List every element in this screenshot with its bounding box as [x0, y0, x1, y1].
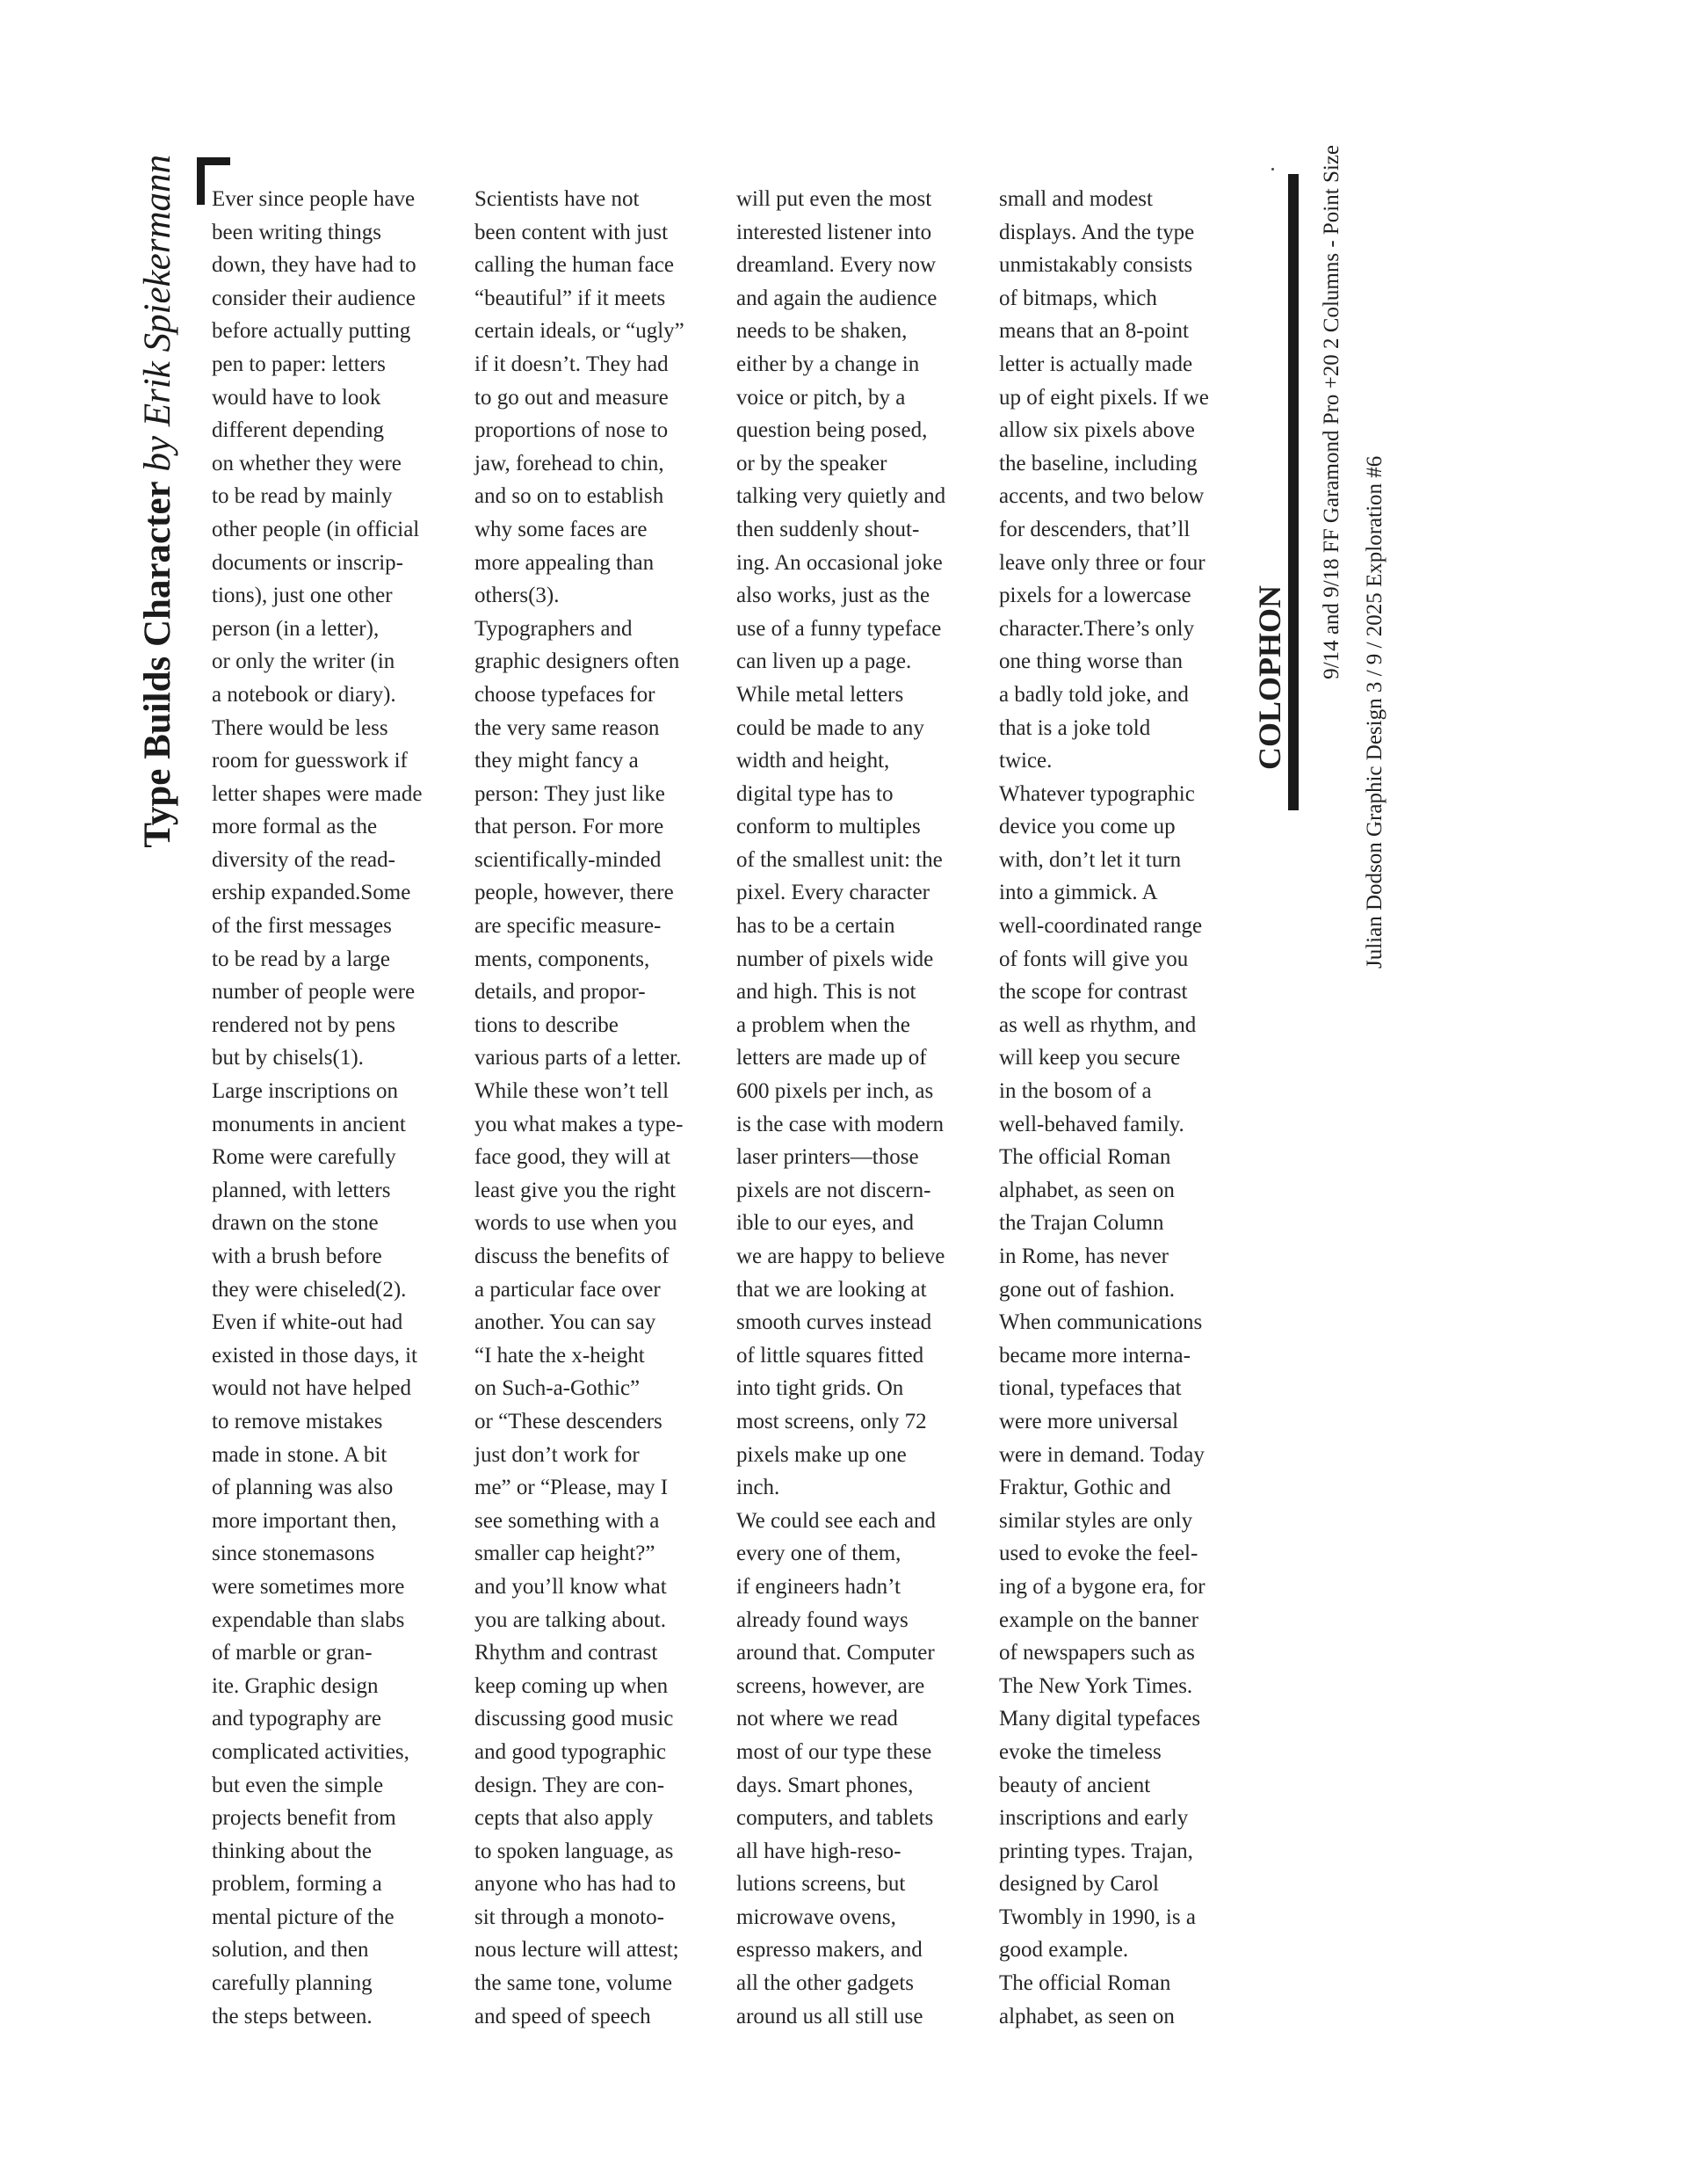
text-line: that we are looking at — [736, 1277, 927, 1302]
colophon-rule — [1288, 174, 1299, 810]
text-line: different depending — [212, 418, 384, 443]
text-line: tions to describe — [474, 1012, 619, 1037]
text-line: down, they have had to — [212, 253, 416, 278]
text-line: Ever since people have — [212, 187, 416, 211]
text-line: least give you the right — [474, 1178, 677, 1202]
text-column-2 — [474, 183, 716, 2033]
colophon-heading-block — [1252, 158, 1287, 826]
text-line: talking very quietly and — [736, 484, 946, 509]
text-line: planned, with letters — [212, 1178, 391, 1202]
text-line: character.There’s only — [999, 616, 1195, 641]
text-line: on Such-a-Gothic” — [474, 1376, 641, 1401]
text-line: used to evoke the feel- — [999, 1542, 1198, 1566]
text-line: a problem when the — [736, 1012, 910, 1037]
text-line: conform to multiples — [736, 815, 921, 839]
text-line: became more interna- — [999, 1343, 1191, 1368]
text-line: for descenders, that’ll — [999, 517, 1191, 541]
text-line: Fraktur, Gothic and — [999, 1476, 1171, 1500]
text-line: and high. This is not — [736, 980, 916, 1005]
text-line: discussing good music — [474, 1707, 674, 1731]
text-line: could be made to any — [736, 715, 924, 740]
text-line: well-behaved family. — [999, 1112, 1184, 1136]
text-line: letter is actually made — [999, 352, 1193, 376]
text-line: nous lecture will attest; — [474, 1938, 679, 1963]
text-line: to go out and measure — [474, 385, 669, 410]
text-line: carefully planning — [212, 1971, 373, 1996]
text-line: gone out of fashion. — [999, 1277, 1175, 1302]
text-line: number of pixels wide — [736, 947, 934, 971]
text-line: up of eight pixels. If we — [999, 385, 1209, 410]
text-line: screens, however, are — [736, 1673, 925, 1698]
text-line: and so on to establish — [474, 484, 664, 509]
text-line: example on the banner — [999, 1607, 1198, 1632]
text-line: existed in those days, it — [212, 1343, 417, 1368]
text-line: tional, typefaces that — [999, 1376, 1182, 1401]
text-line: The official Roman — [999, 1145, 1171, 1170]
text-line: computers, and tablets — [736, 1806, 934, 1831]
text-line: mental picture of the — [212, 1905, 395, 1929]
text-line: already found ways — [736, 1607, 909, 1632]
text-line: letters are made up of — [736, 1046, 927, 1070]
text-line: pen to paper: letters — [212, 352, 386, 376]
text-line: just don’t work for — [474, 1442, 640, 1467]
text-line: been content with just — [474, 220, 669, 244]
text-line: the scope for contrast — [999, 980, 1188, 1005]
text-line: lutions screens, but — [736, 1872, 906, 1897]
text-line: certain ideals, or “ugly” — [474, 319, 684, 344]
text-line: more appealing than — [474, 550, 655, 575]
text-line: with, don’t let it turn — [999, 847, 1182, 872]
text-line: in the bosom of a — [999, 1079, 1152, 1104]
text-line: people, however, there — [474, 881, 674, 905]
text-line: were sometimes more — [212, 1574, 405, 1599]
text-line: one thing worse than — [999, 649, 1183, 674]
text-line: in Rome, has never — [999, 1244, 1169, 1268]
text-line: rendered not by pens — [212, 1012, 395, 1037]
text-line: graphic designers often — [474, 649, 680, 674]
text-line: Whatever typographic — [999, 781, 1195, 806]
text-line: There would be less — [212, 715, 388, 740]
text-line: inch. — [736, 1476, 780, 1500]
text-line: most screens, only 72 — [736, 1409, 927, 1433]
article-title — [132, 155, 185, 902]
text-line: various parts of a letter. — [474, 1046, 682, 1070]
text-line: that is a joke told — [999, 715, 1151, 740]
text-line: details, and propor- — [474, 980, 646, 1005]
text-line: every one of them, — [736, 1542, 901, 1566]
text-line: keep coming up when — [474, 1673, 669, 1698]
text-line: a particular face over — [474, 1277, 661, 1302]
text-line: scientifically-minded — [474, 847, 662, 872]
text-line: The New York Times. — [999, 1673, 1193, 1698]
text-line: microwave ovens, — [736, 1905, 896, 1929]
text-line: unmistakably consists — [999, 253, 1193, 278]
text-line: will put even the most — [736, 187, 932, 211]
colophon-specs-block — [1314, 145, 1350, 826]
text-line: into a gimmick. A — [999, 881, 1158, 905]
text-line: documents or inscrip- — [212, 550, 404, 575]
text-line: digital type has to — [736, 781, 894, 806]
text-line: Rhythm and contrast — [474, 1641, 658, 1665]
text-line: question being posed, — [736, 418, 928, 443]
text-line: or by the speaker — [736, 451, 887, 475]
text-line: more formal as the — [212, 815, 378, 839]
text-line: either by a change in — [736, 352, 920, 376]
text-line: of the first messages — [212, 914, 392, 939]
text-line: before actually putting — [212, 319, 411, 344]
text-line: the Trajan Column — [999, 1211, 1164, 1236]
text-line: “beautiful” if it meets — [474, 286, 666, 310]
text-line: also works, just as the — [736, 584, 930, 608]
text-line: solution, and then — [212, 1938, 369, 1963]
text-line: Rome were carefully — [212, 1145, 396, 1170]
text-line: design. They are con- — [474, 1773, 665, 1797]
text-line: Many digital typefaces — [999, 1707, 1201, 1731]
text-line: to remove mistakes — [212, 1409, 383, 1433]
text-line: laser printers—those — [736, 1145, 919, 1170]
text-line: monuments in ancient — [212, 1112, 406, 1136]
text-line: with a brush before — [212, 1244, 382, 1268]
text-line: to be read by a large — [212, 947, 390, 971]
text-line: but even the simple — [212, 1773, 384, 1797]
text-line: a badly told joke, and — [999, 682, 1189, 707]
text-line: “I hate the x-height — [474, 1343, 645, 1368]
text-line: on whether they were — [212, 451, 402, 475]
text-line: since stonemasons — [212, 1542, 375, 1566]
text-line: see something with a — [474, 1508, 660, 1533]
text-line: sit through a monoto- — [474, 1905, 664, 1929]
text-line: alphabet, as seen on — [999, 2004, 1175, 2028]
text-line: Scientists have not — [474, 187, 640, 211]
text-line: they might fancy a — [474, 749, 639, 773]
text-line: will keep you secure — [999, 1046, 1181, 1070]
text-line: if engineers hadn’t — [736, 1574, 901, 1599]
text-line: you are talking about. — [474, 1607, 666, 1632]
text-line: been writing things — [212, 220, 382, 244]
text-line: around that. Computer — [736, 1641, 935, 1665]
text-line: designed by Carol — [999, 1872, 1159, 1897]
text-line: into tight grids. On — [736, 1376, 904, 1401]
text-line: a notebook or diary). — [212, 682, 396, 707]
text-line: Even if white-out had — [212, 1310, 403, 1335]
text-line: why some faces are — [474, 517, 648, 541]
text-line: room for guesswork if — [212, 749, 408, 773]
text-line: or only the writer (in — [212, 649, 395, 674]
text-line: consider their audience — [212, 286, 416, 310]
title-byline: by Erik Spiekermann — [137, 155, 178, 472]
text-line: has to be a certain — [736, 914, 895, 939]
text-line: are specific measure- — [474, 914, 662, 939]
text-line: ership expanded.Some — [212, 881, 411, 905]
text-line: if it doesn’t. They had — [474, 352, 669, 376]
text-line: of marble or gran- — [212, 1641, 373, 1665]
text-line: problem, forming a — [212, 1872, 382, 1897]
text-line: the same tone, volume — [474, 1971, 672, 1996]
text-line: another. You can say — [474, 1310, 656, 1335]
text-line: of planning was also — [212, 1476, 394, 1500]
text-line: accents, and two below — [999, 484, 1205, 509]
text-line: all have high-reso- — [736, 1839, 901, 1863]
text-line: around us all still use — [736, 2004, 923, 2028]
text-line: made in stone. A bit — [212, 1442, 387, 1467]
text-line: similar styles are only — [999, 1508, 1193, 1533]
text-line: you what makes a type- — [474, 1112, 684, 1136]
text-line: letter shapes were made — [212, 781, 423, 806]
text-line: Twombly in 1990, is a — [999, 1905, 1196, 1929]
text-line: diversity of the read- — [212, 847, 395, 872]
text-line: and typography are — [212, 1707, 381, 1731]
text-line: choose typefaces for — [474, 682, 655, 707]
text-line: all the other gadgets — [736, 1971, 915, 1996]
colophon-credit: Julian Dodson Graphic Design 3 / 9 / 2025 Exploration #6 — [1363, 455, 1387, 969]
text-line: of the smallest unit: the — [736, 847, 943, 872]
text-line: smaller cap height?” — [474, 1542, 655, 1566]
text-line: pixels are not discern- — [736, 1178, 931, 1202]
article-title-block — [132, 155, 185, 902]
text-line: drawn on the stone — [212, 1211, 379, 1236]
text-line: projects benefit from — [212, 1806, 396, 1831]
text-line: needs to be shaken, — [736, 319, 908, 344]
text-line: others(3). — [474, 584, 560, 608]
text-line: face good, they will at — [474, 1145, 670, 1170]
text-line: to be read by mainly — [212, 484, 393, 509]
text-line: more important then, — [212, 1508, 397, 1533]
text-line: anyone who has had to — [474, 1872, 677, 1897]
text-line: When communications — [999, 1310, 1203, 1335]
text-line: and you’ll know what — [474, 1574, 667, 1599]
text-line: other people (in official — [212, 517, 420, 541]
text-line: tions), just one other — [212, 584, 393, 608]
text-line: thinking about the — [212, 1839, 372, 1863]
text-line: twice. — [999, 749, 1053, 773]
text-line: discuss the benefits of — [474, 1244, 670, 1268]
text-line: printing types. Trajan, — [999, 1839, 1193, 1863]
text-line: ible to our eyes, and — [736, 1211, 915, 1236]
text-line: pixels make up one — [736, 1442, 907, 1467]
text-line: ing. An occasional joke — [736, 550, 943, 575]
text-line: then suddenly shout- — [736, 517, 920, 541]
title-main: Type Builds Character — [137, 481, 178, 848]
text-line: would not have helped — [212, 1376, 412, 1401]
text-line: use of a funny typeface — [736, 616, 942, 641]
text-line: and speed of speech — [474, 2004, 651, 2028]
text-line: complicated activities, — [212, 1739, 409, 1764]
text-line: me” or “Please, may I — [474, 1476, 669, 1500]
text-line: 600 pixels per inch, as — [736, 1079, 934, 1104]
text-line: words to use when you — [474, 1211, 677, 1236]
text-line: proportions of nose to — [474, 418, 669, 443]
text-line: would have to look — [212, 385, 381, 410]
text-line: voice or pitch, by a — [736, 385, 906, 410]
text-line: were more universal — [999, 1409, 1179, 1433]
text-line: most of our type these — [736, 1739, 932, 1764]
text-line: jaw, forehead to chin, — [474, 451, 664, 475]
text-line: means that an 8-point — [999, 319, 1189, 344]
text-line: We could see each and — [736, 1508, 937, 1533]
text-line: is the case with modern — [736, 1112, 945, 1136]
text-line: and again the audience — [736, 286, 938, 310]
text-line: small and modest — [999, 187, 1153, 211]
text-line: of bitmaps, which — [999, 286, 1157, 310]
text-line: can liven up a page. — [736, 649, 912, 674]
text-line: or “These descenders — [474, 1409, 662, 1433]
text-line: leave only three or four — [999, 550, 1206, 575]
text-line: espresso makers, and — [736, 1938, 923, 1963]
text-line: While metal letters — [736, 682, 904, 707]
text-line: of little squares fitted — [736, 1343, 924, 1368]
text-line: as well as rhythm, and — [999, 1012, 1197, 1037]
text-line: days. Smart phones, — [736, 1773, 914, 1797]
colophon-credit-block — [1358, 158, 1393, 969]
text-line: were in demand. Today — [999, 1442, 1205, 1467]
text-line: interested listener into — [736, 220, 932, 244]
text-line: Typographers and — [474, 616, 633, 641]
text-line: well-coordinated range — [999, 914, 1203, 939]
text-line: the very same reason — [474, 715, 660, 740]
text-line: calling the human face — [474, 253, 674, 278]
text-line: While these won’t tell — [474, 1079, 670, 1104]
text-line: good example. — [999, 1938, 1129, 1963]
text-line: width and height, — [736, 749, 890, 773]
text-line: device you come up — [999, 815, 1176, 839]
text-line: inscriptions and early — [999, 1806, 1189, 1831]
text-line: ite. Graphic design — [212, 1673, 379, 1698]
text-line: ing of a bygone era, for — [999, 1574, 1206, 1599]
text-line: evoke the timeless — [999, 1739, 1162, 1764]
text-line: allow six pixels above — [999, 418, 1195, 443]
text-line: to spoken language, as — [474, 1839, 674, 1863]
text-line: and good typographic — [474, 1739, 667, 1764]
text-line: dreamland. Every now — [736, 253, 937, 278]
text-line: beauty of ancient — [999, 1773, 1151, 1797]
text-line: the baseline, including — [999, 451, 1198, 475]
text-line: smooth curves instead — [736, 1310, 932, 1335]
text-line: the steps between. — [212, 2004, 373, 2028]
text-line: alphabet, as seen on — [999, 1178, 1175, 1202]
text-line: pixels for a lowercase — [999, 584, 1191, 608]
text-line: we are happy to believe — [736, 1244, 945, 1268]
text-line: person: They just like — [474, 781, 665, 806]
colophon-heading: COLOPHON — [1252, 584, 1287, 770]
text-line: displays. And the type — [999, 220, 1195, 244]
text-column-4 — [999, 183, 1241, 2033]
colophon-specs: 9/14 and 9/18 FF Garamond Pro +20 2 Columns - Point Size — [1320, 145, 1343, 679]
text-line: person (in a letter), — [212, 616, 380, 641]
text-line: number of people were — [212, 980, 416, 1005]
text-line: expendable than slabs — [212, 1607, 405, 1632]
text-column-1 — [212, 183, 453, 2033]
text-line: ments, components, — [474, 947, 650, 971]
text-line: Large inscriptions on — [212, 1079, 398, 1104]
text-line: of fonts will give you — [999, 947, 1189, 971]
text-line: The official Roman — [999, 1971, 1171, 1996]
title-bracket-horizontal — [197, 157, 230, 165]
text-line: they were chiseled(2). — [212, 1277, 407, 1302]
text-line: cepts that also apply — [474, 1806, 654, 1831]
text-line: of newspapers such as — [999, 1641, 1195, 1665]
text-column-3 — [736, 183, 978, 2033]
text-line: but by chisels(1). — [212, 1046, 364, 1070]
text-line: not where we read — [736, 1707, 898, 1731]
text-line: pixel. Every character — [736, 881, 930, 905]
text-line: that person. For more — [474, 815, 664, 839]
